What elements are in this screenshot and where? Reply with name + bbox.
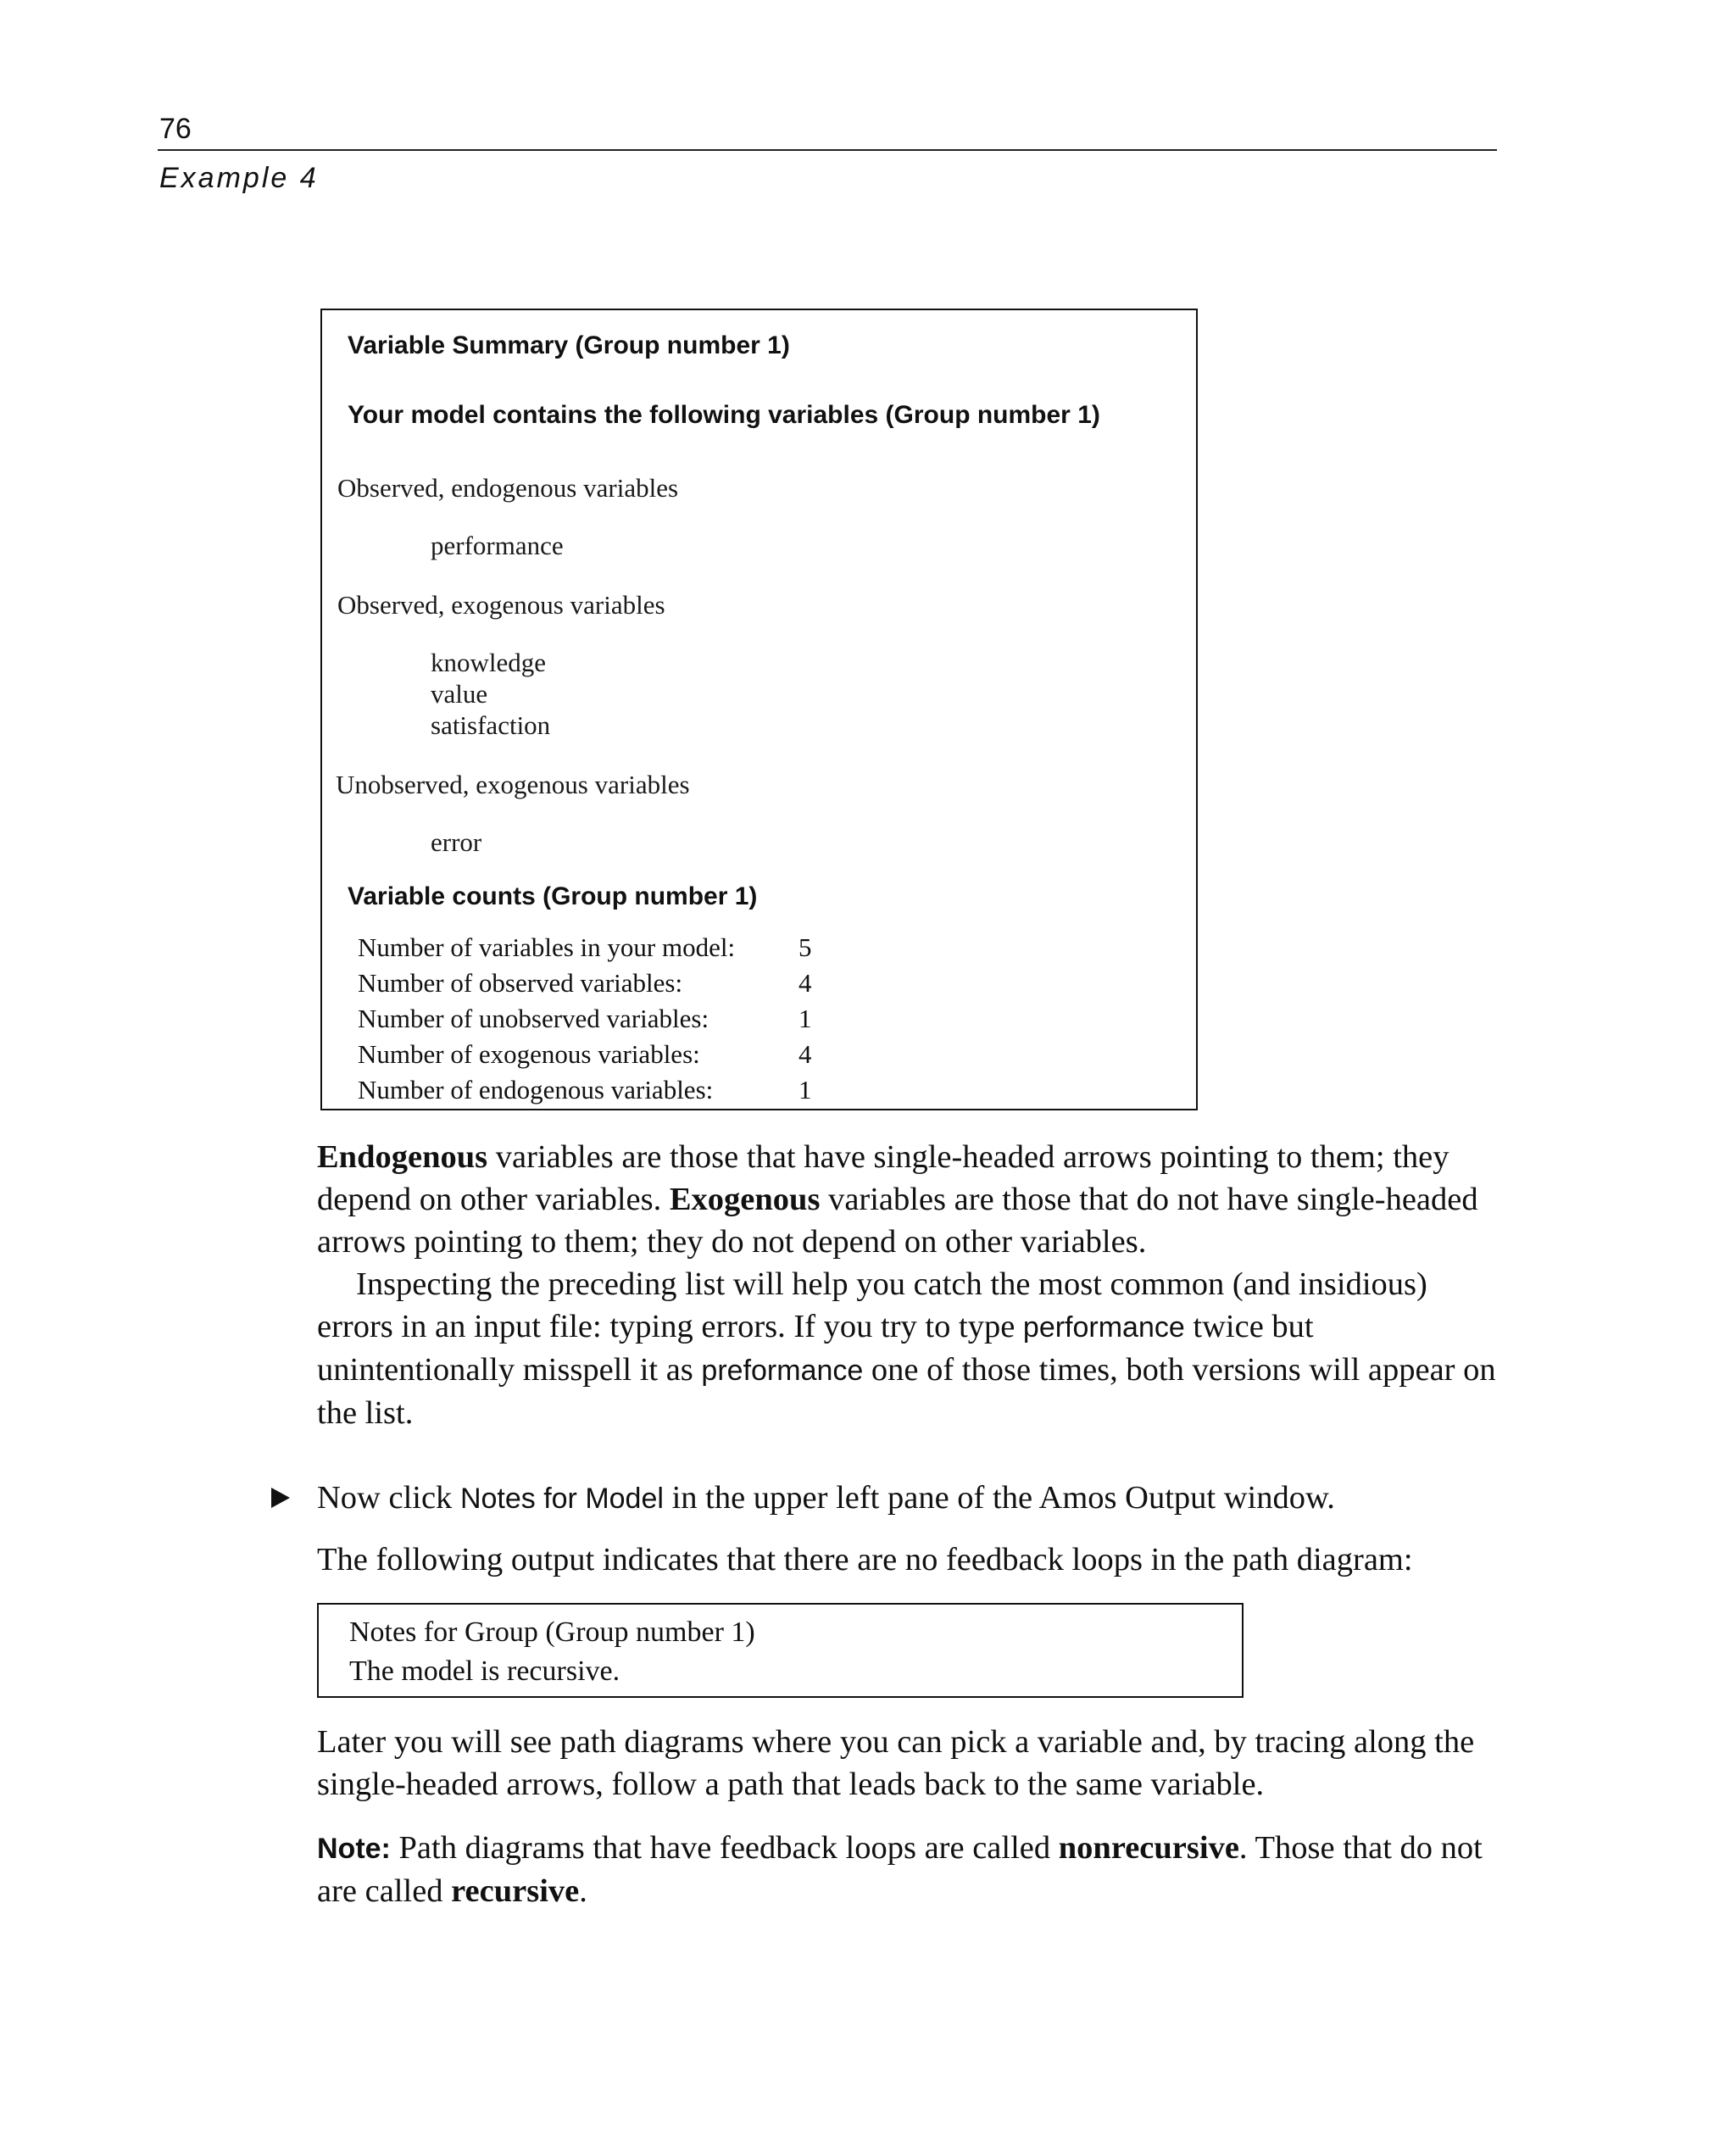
section-label-unobserved-exogenous: Unobserved, exogenous variables [336,770,690,799]
text: in the upper left pane of the Amos Output window. [663,1480,1335,1516]
count-label: Number of endogenous variables: [358,1075,714,1104]
count-value: 1 [798,1075,812,1104]
section-label-observed-exogenous: Observed, exogenous variables [337,590,665,620]
paragraph-endogenous-exogenous [317,1136,1504,1263]
term-endogenous: Endogenous [317,1139,488,1175]
text: variables are those that do not have single-headed arrows pointing to them; they do not depend on other variables. [317,1182,1478,1260]
header-rule [158,149,1497,151]
note-paragraph [317,1827,1504,1912]
notes-for-model-link: Notes for Model [459,1483,664,1515]
page-number: 76 [159,113,192,145]
chapter-title: Example 4 [159,162,319,194]
count-value: 1 [798,1004,812,1033]
count-value: 4 [798,1039,812,1069]
variable-summary-subtitle: Your model contains the following variables (Group number 1) [348,401,1100,429]
section-label-observed-endogenous: Observed, endogenous variables [337,473,679,503]
variable-item: value [431,679,488,709]
variable-counts-title: Variable counts (Group number 1) [348,882,758,910]
count-value: 4 [798,968,812,998]
text: twice but unintentionally misspell it as [317,1309,1314,1388]
variable-summary-title: Variable Summary (Group number 1) [348,331,790,359]
notes-line: The model is recursive. [349,1655,620,1687]
variable-item: satisfaction [431,710,551,740]
count-label: Number of unobserved variables: [358,1004,709,1033]
code-preformance: preformance [701,1355,864,1387]
text: . Those that do not are called [317,1830,1483,1909]
step-arrow-icon [270,1485,292,1511]
count-value: 5 [798,932,812,962]
count-label: Number of exogenous variables: [358,1039,700,1069]
text: Now click [317,1480,460,1516]
variable-item: knowledge [431,648,547,677]
variable-summary-output [320,309,1198,1110]
term-exogenous: Exogenous [669,1182,821,1217]
paragraph-feedback-loops: The following output indicates that there are no feedback loops in the path diagram: [317,1542,1413,1577]
count-label: Number of observed variables: [358,968,683,998]
step-instruction [317,1477,1504,1520]
text: . [579,1873,587,1909]
code-performance: performance [1022,1311,1185,1344]
notes-line: Notes for Group (Group number 1) [349,1616,755,1648]
text: Path diagrams that have feedback loops are called [390,1830,1059,1866]
count-label: Number of variables in your model: [358,932,736,962]
notes-for-group-output [317,1603,1244,1698]
term-recursive: recursive [451,1873,580,1909]
variable-item: error [431,827,482,857]
paragraph-typing-errors [317,1263,1504,1434]
text: one of those times, both versions will appear on the list. [317,1352,1496,1431]
paragraph-path-diagrams: Later you will see path diagrams where you can pick a variable and, by tracing along the single-headed arrows, follow a path that leads back to the same variable. [317,1724,1475,1802]
variable-item: performance [431,531,564,560]
text: Inspecting the preceding list will help you catch the most common (and insidious) errors in an input file: typing errors. If you try to type [317,1266,1427,1344]
note-label: Note: [317,1833,391,1865]
term-nonrecursive: nonrecursive [1058,1830,1239,1866]
text: variables are those that have single-headed arrows pointing to them; they depend on other variables. [317,1139,1449,1217]
